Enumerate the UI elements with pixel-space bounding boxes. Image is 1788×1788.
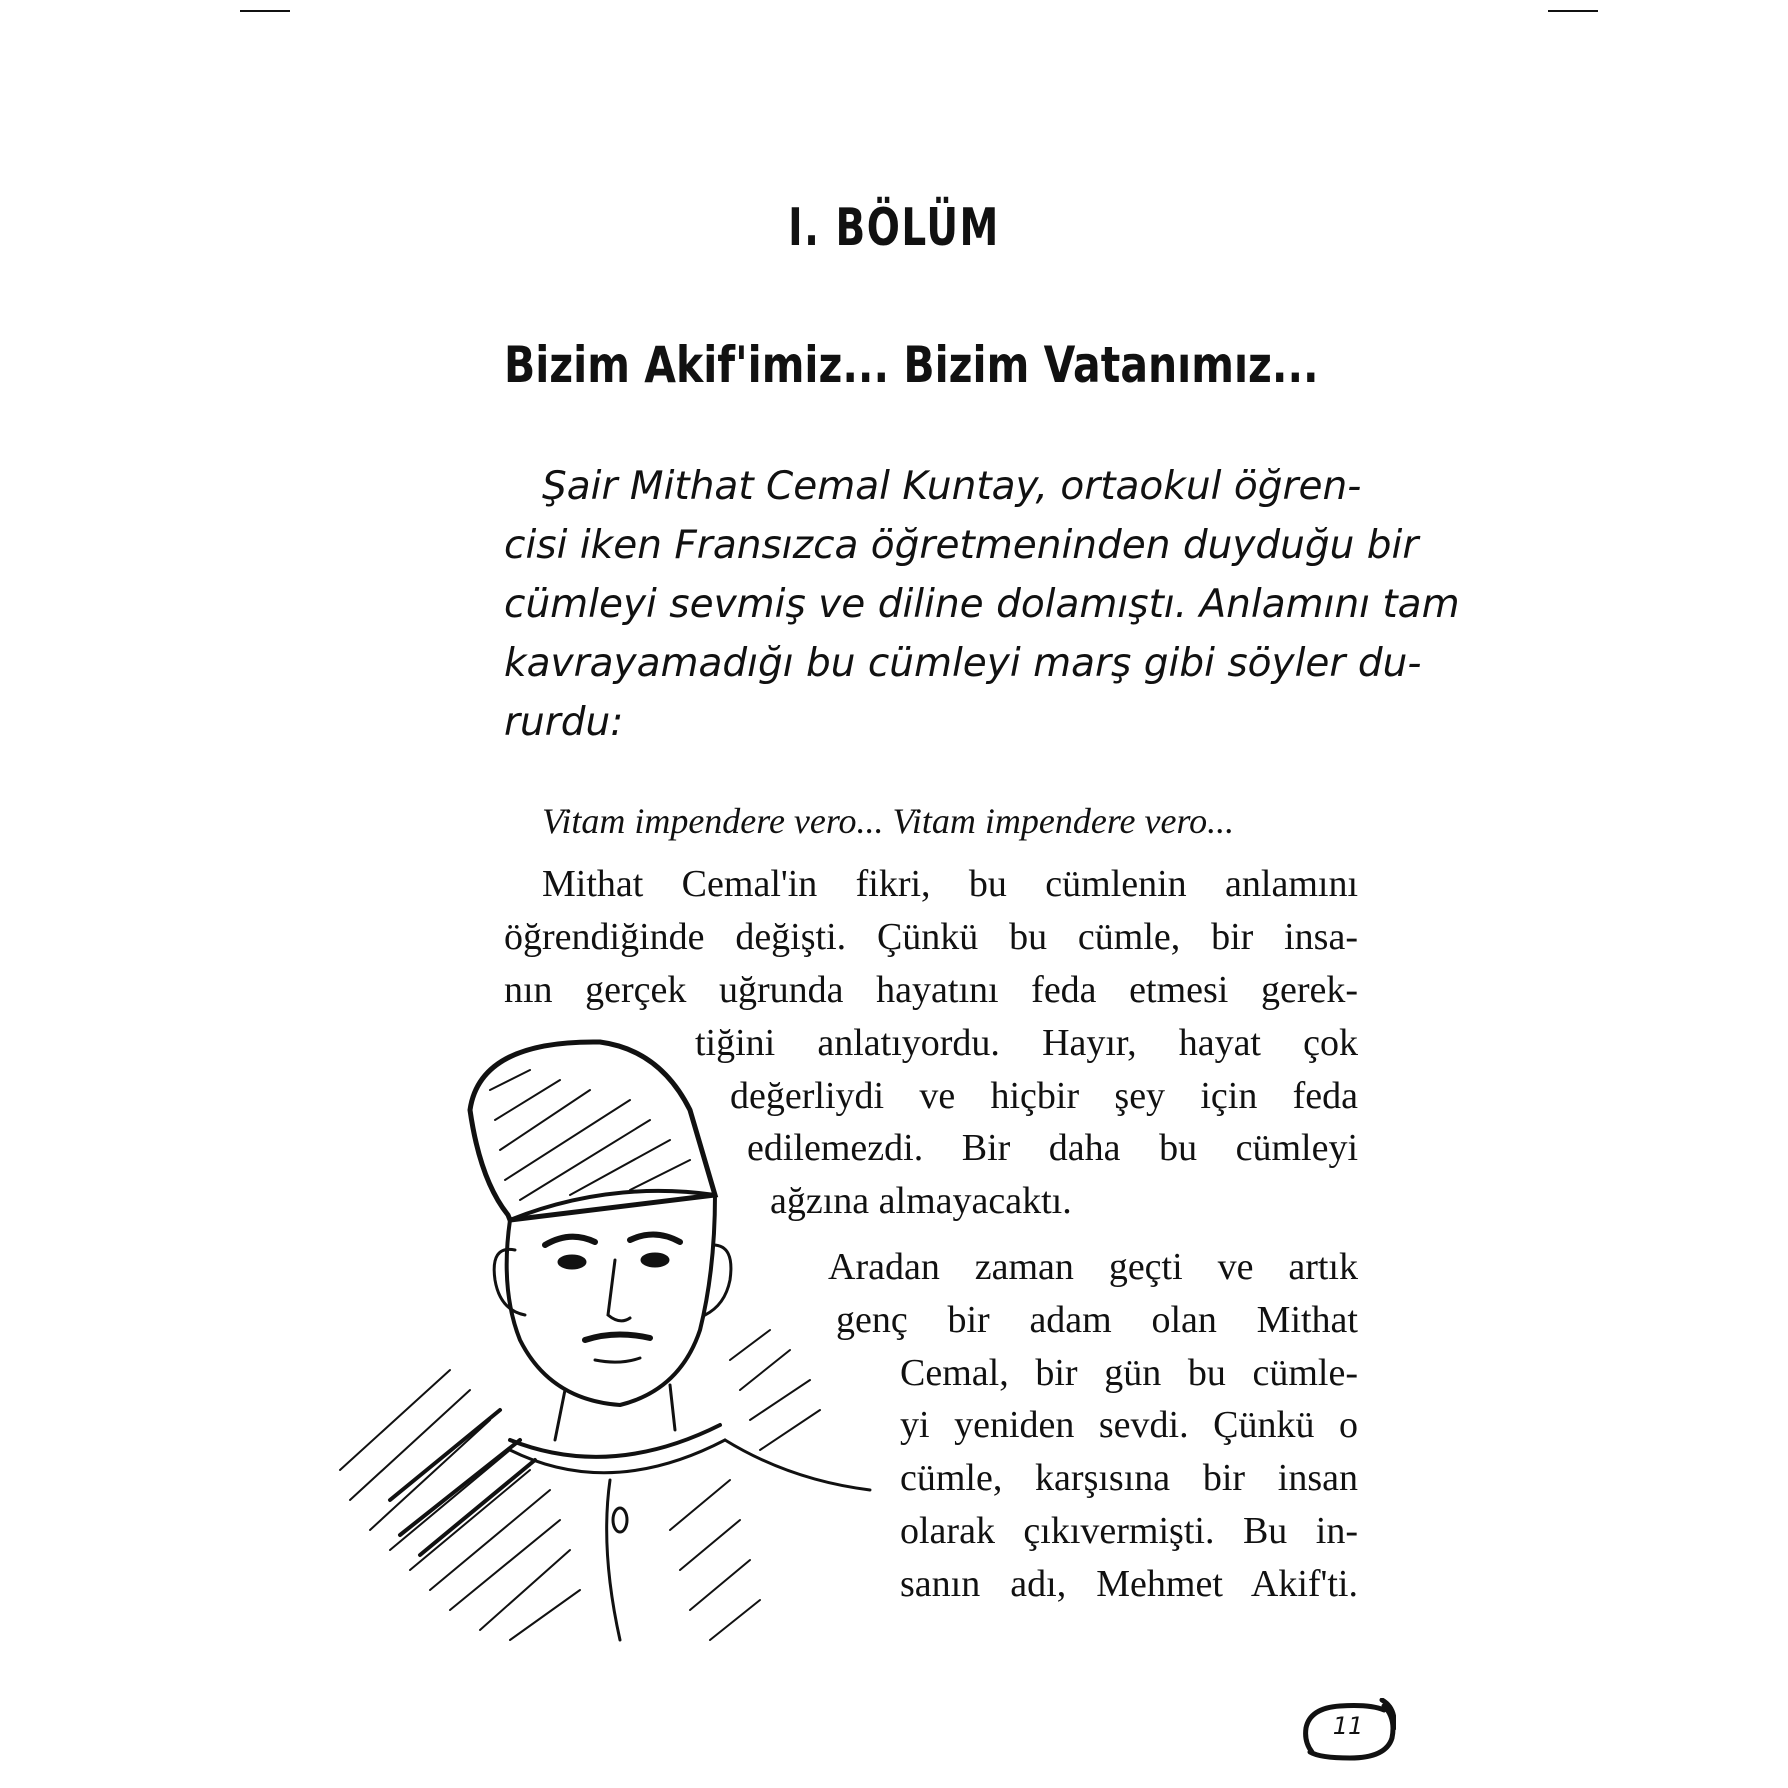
body-line: Mithat Cemal'in fikri, bu cümlenin anlamını bbox=[542, 863, 1358, 905]
page-number-text: 11 bbox=[1332, 1712, 1364, 1740]
intro-line: kavrayamadığı bu cümleyi marş gibi söyler du- bbox=[504, 641, 1422, 686]
body-line: genç bir adam olan Mithat bbox=[836, 1299, 1358, 1341]
latin-quote: Vitam impendere vero... Vitam impendere vero... bbox=[542, 801, 1235, 841]
body-line: olarak çıkıvermişti. Bu in- bbox=[900, 1510, 1358, 1552]
body-line: nın gerçek uğrunda hayatını feda etmesi gerek- bbox=[504, 969, 1358, 1011]
body-line: ağzına almayacaktı. bbox=[770, 1180, 1072, 1222]
body-line: değerliydi ve hiçbir şey için feda bbox=[730, 1075, 1358, 1117]
section-title: Bizim Akif'imiz... Bizim Vatanımız... bbox=[504, 336, 1319, 394]
intro-line: cisi iken Fransızca öğretmeninden duyduğu bir bbox=[504, 523, 1419, 568]
body-line: edilemezdi. Bir daha bu cümleyi bbox=[747, 1127, 1358, 1169]
intro-line: Şair Mithat Cemal Kuntay, ortaokul öğren- bbox=[542, 464, 1362, 509]
chapter-title: I. BÖLÜM bbox=[788, 198, 1000, 258]
body-line: yi yeniden sevdi. Çünkü o bbox=[900, 1404, 1358, 1446]
body-line: cümle, karşısına bir insan bbox=[900, 1457, 1358, 1499]
crop-mark-right bbox=[1548, 10, 1598, 12]
intro-line: cümleyi sevmiş ve diline dolamıştı. Anlamını tam bbox=[504, 582, 1460, 627]
crop-mark-left bbox=[240, 10, 290, 12]
portrait-illustration bbox=[330, 1030, 880, 1660]
body-line: tiğini anlatıyordu. Hayır, hayat çok bbox=[695, 1022, 1358, 1064]
body-line: sanın adı, Mehmet Akif'ti. bbox=[900, 1563, 1358, 1605]
page-number bbox=[1300, 1698, 1396, 1760]
body-line: Cemal, bir gün bu cümle- bbox=[900, 1352, 1358, 1394]
intro-line: rurdu: bbox=[504, 700, 624, 745]
body-line: öğrendiğinde değişti. Çünkü bu cümle, bir insa- bbox=[504, 916, 1358, 958]
body-line: Aradan zaman geçti ve artık bbox=[828, 1246, 1358, 1288]
